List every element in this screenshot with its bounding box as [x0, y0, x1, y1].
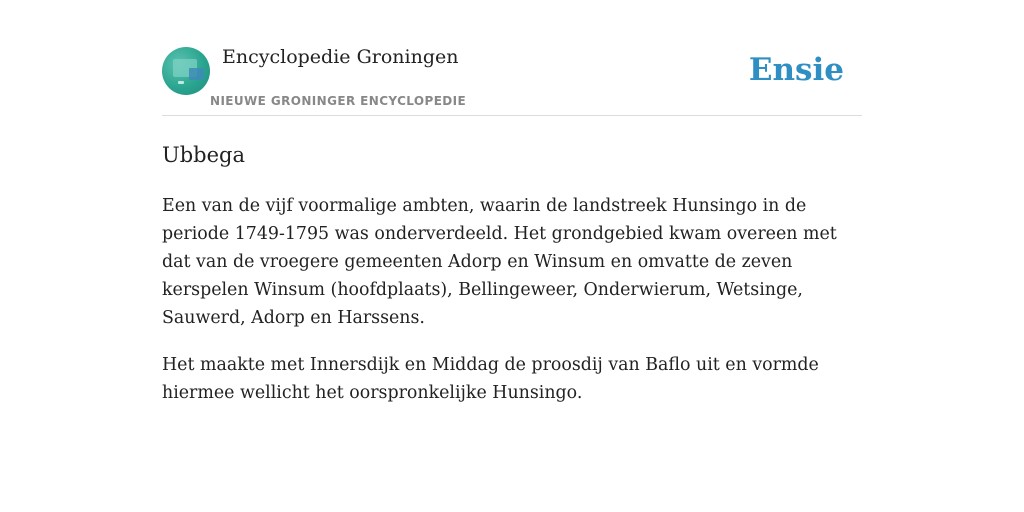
encyclopedia-cover-icon[interactable] [162, 47, 210, 95]
article [162, 140, 862, 426]
site-title[interactable]: Encyclopedie Groningen [222, 46, 459, 68]
article-paragraph: Een van de vijf voormalige ambten, waarin de landstreek Hunsingo in de periode 1749-1795 was onderverdeeld. Het grondgebied kwam overeen met dat van de vroegere gemeenten Adorp en Winsum en omvatte de zeven kerspelen Winsum (hoofdplaats), Bellingeweer, Onderwierum, Wetsinge, Sauwerd, Adorp en Harssens. [162, 196, 837, 328]
site-header [162, 44, 862, 116]
logo-detail [178, 81, 184, 84]
logo-map [189, 68, 204, 80]
article-body [162, 192, 862, 407]
ensie-brand-link[interactable]: Ensie [748, 52, 844, 88]
article-paragraph: Het maakte met Innersdijk en Middag de proosdij van Baflo uit en vormde hiermee wellicht het oorspronkelijke Hunsingo. [162, 355, 819, 403]
site-subtitle: NIEUWE GRONINGER ENCYCLOPEDIE [210, 94, 467, 108]
article-title: Ubbega [162, 143, 245, 167]
